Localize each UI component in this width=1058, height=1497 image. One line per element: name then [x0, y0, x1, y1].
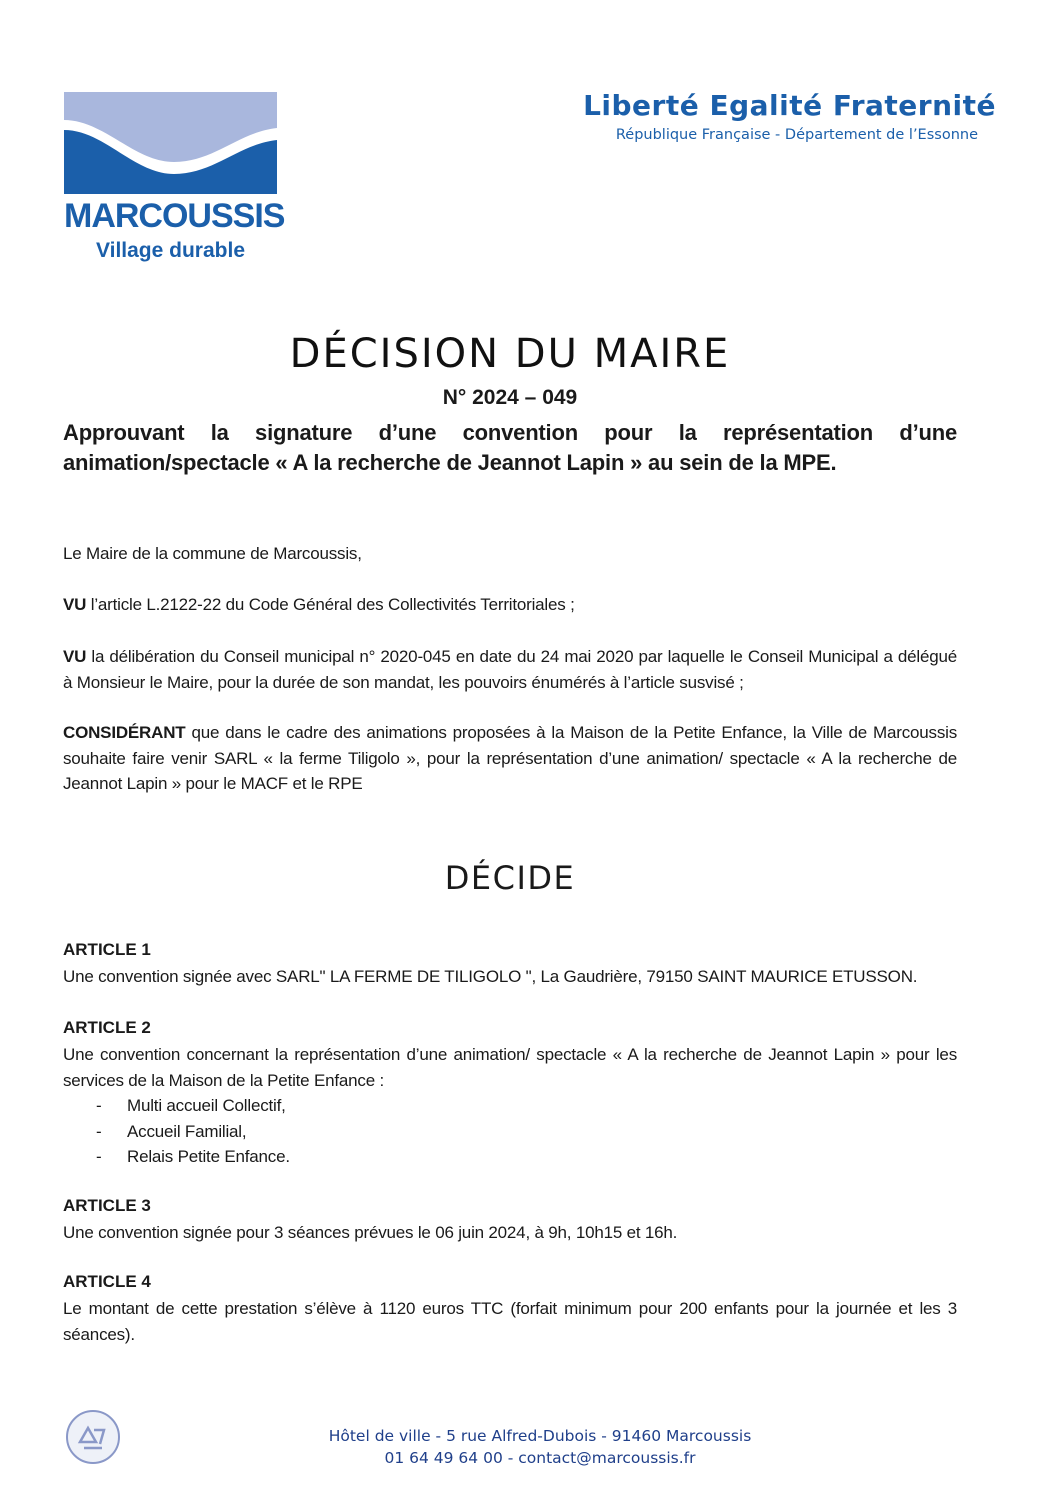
- republic-subtitle: République Française - Département de l’Essonne: [615, 127, 978, 143]
- recycled-paper-icon: [64, 1408, 122, 1471]
- article-3-text: Une convention signée pour 3 séances prévues le 06 juin 2024, à 9h, 10h15 et 16h.: [63, 1223, 678, 1242]
- preamble-considerant: [63, 720, 957, 797]
- vu-text: l’article L.2122-22 du Code Général des Collectivités Territoriales ;: [86, 595, 575, 614]
- preamble-vu-1: [63, 592, 957, 618]
- article-3-heading: ARTICLE 3: [63, 1196, 151, 1215]
- list-item: - Multi accueil Collectif,: [63, 1093, 957, 1119]
- article-2-heading: ARTICLE 2: [63, 1018, 151, 1037]
- decision-subject: Approuvant la signature d’une convention pour la représentation d’une animation/spectacle « A la recherche de Jeannot Lapin » au sein de la MPE.: [63, 420, 957, 475]
- list-item: - Accueil Familial,: [63, 1119, 957, 1145]
- article-1-heading: ARTICLE 1: [63, 940, 151, 959]
- footer-address: Hôtel de ville - 5 rue Alfred-Dubois - 91460 Marcoussis: [328, 1427, 752, 1445]
- article-4-text: Le montant de cette prestation s’élève à 1120 euros TTC (forfait minimum pour 200 enfants pour la journée et les 3 séances).: [63, 1299, 957, 1344]
- vu-text: la délibération du Conseil municipal n° 2020-045 en date du 24 mai 2020 par laquelle le Conseil Municipal a délégué à Monsieur le Maire, pour la durée de son mandat, les pouvoirs énumérés à l’article susvisé ;: [63, 647, 957, 692]
- services-list: [63, 1093, 957, 1170]
- article-2-text: Une convention concernant la représentation d’une animation/ spectacle « A la recherche de Jeannot Lapin » pour les services de la Maison de la Petite Enfance :: [63, 1045, 957, 1090]
- logo-name: MARCOUSSIS: [64, 197, 285, 235]
- republic-motto: Liberté Egalité Fraternité: [583, 89, 996, 122]
- preamble-vu-2: [63, 644, 957, 695]
- vu-label: VU: [63, 595, 87, 614]
- decision-number: N° 2024 – 049: [442, 386, 578, 409]
- vu-label: VU: [63, 647, 87, 666]
- wave-logo-icon: [64, 92, 277, 194]
- list-item: - Relais Petite Enfance.: [63, 1144, 957, 1170]
- article-2-body: [63, 1042, 957, 1170]
- document-title: DÉCISION DU MAIRE: [289, 331, 731, 377]
- article-1-text: Une convention signée avec SARL" LA FERME DE TILIGOLO ", La Gaudrière, 79150 SAINT MAURICE ETUSSON.: [63, 967, 918, 986]
- considerant-text: que dans le cadre des animations proposées à la Maison de la Petite Enfance, la Ville de Marcoussis souhaite faire venir SARL « la ferme Tiligolo », pour la représentation d’une animation/ spectacle « A la recherche de Jeannot Lapin » pour le MACF et le RPE: [63, 723, 957, 793]
- logo-tagline: Village durable: [96, 239, 245, 262]
- preamble-intro: Le Maire de la commune de Marcoussis,: [63, 544, 362, 563]
- marcoussis-logo: [64, 92, 277, 194]
- article-4-heading: ARTICLE 4: [63, 1272, 151, 1291]
- decide-heading: DÉCIDE: [444, 859, 576, 897]
- footer-contact: 01 64 49 64 00 - contact@marcoussis.fr: [384, 1449, 696, 1467]
- considerant-label: CONSIDÉRANT: [63, 723, 186, 742]
